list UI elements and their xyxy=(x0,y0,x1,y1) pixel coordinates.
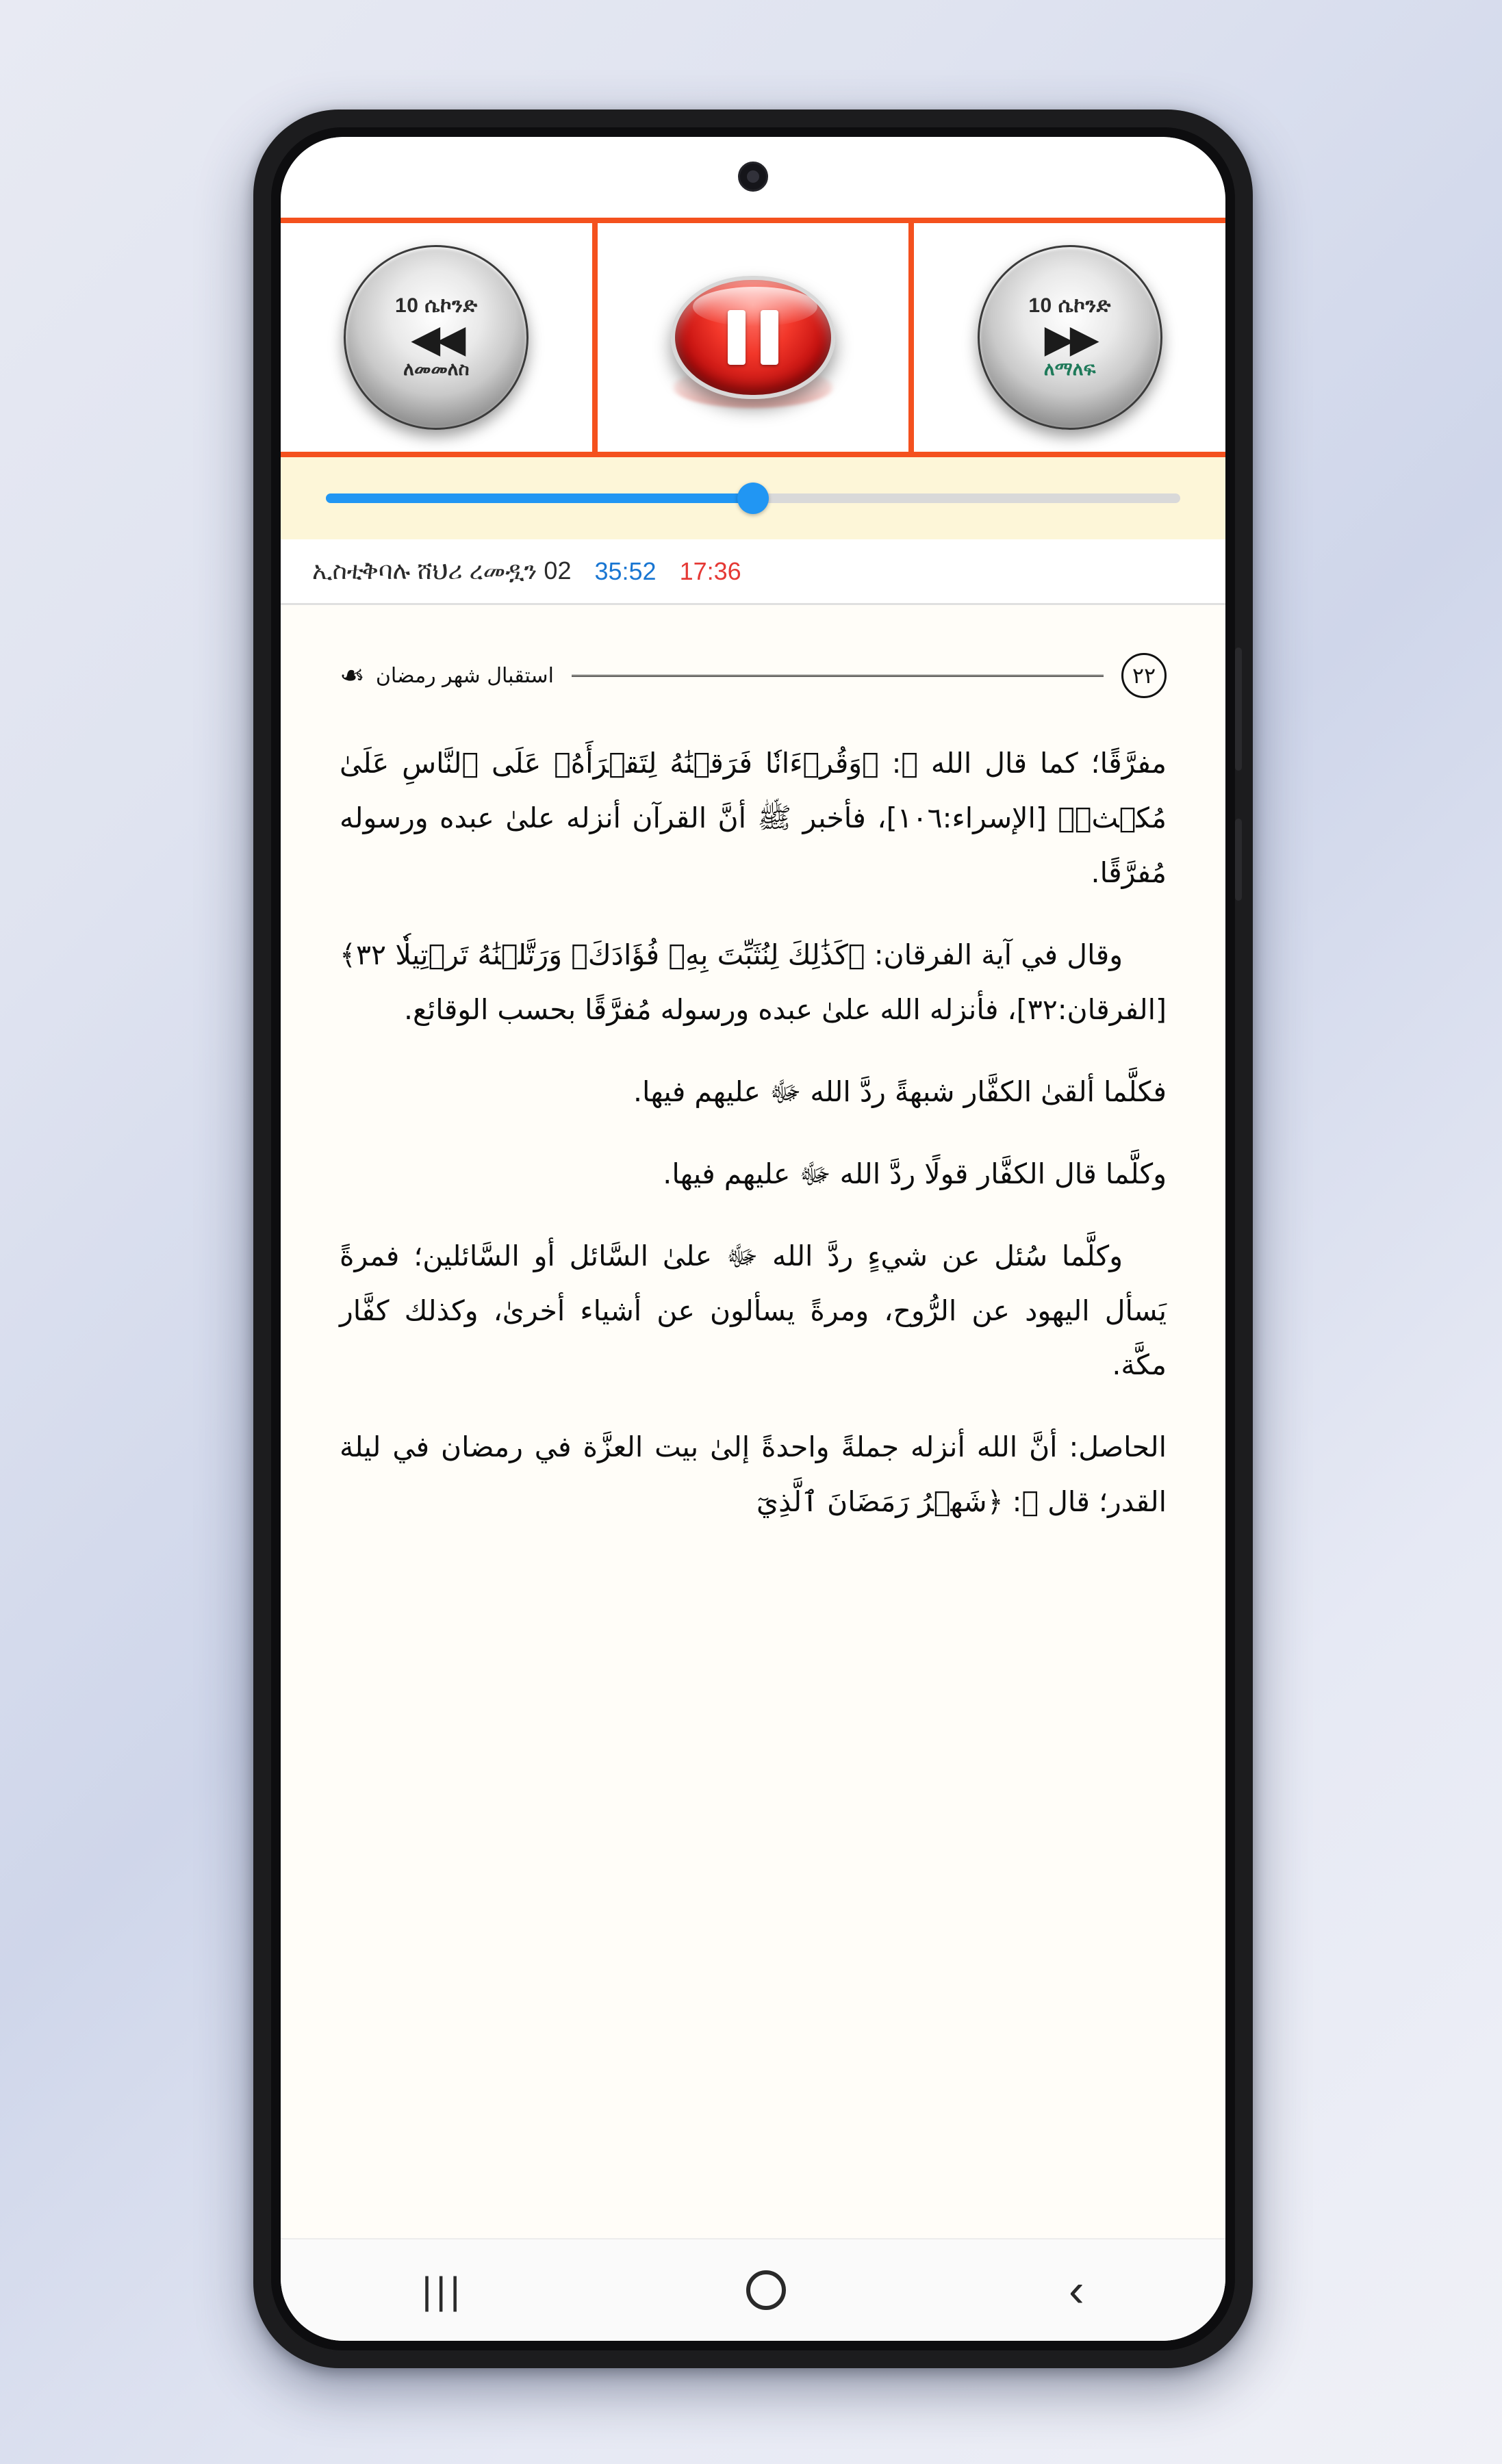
audio-book-app xyxy=(281,137,1225,2341)
front-camera-icon xyxy=(738,162,768,192)
forward-arrows-icon: ▶▶ xyxy=(1044,316,1095,360)
home-icon[interactable] xyxy=(746,2270,786,2310)
book-paragraph: مفرَّقًا؛ كما قال الله ﷻ: ﴿وَقُرۡءَانٗا فَرَقۡنَٰهُ لِتَقۡرَأَهُۥ عَلَى ٱلنَّاسِ عَلَىٰ مُكۡثٖ﴾ [الإسراء:١٠٦]، فأخبر ﷺ أنَّ القرآن أنزله علىٰ عبده ورسوله مُفرَّقًا. xyxy=(340,747,1167,889)
forward-bottom-label: ለማለፍ xyxy=(1043,359,1096,380)
play-pause-cell[interactable] xyxy=(598,223,909,452)
ornament-icon: ❧ xyxy=(340,658,365,693)
time-elapsed: 35:52 xyxy=(594,556,657,585)
pause-bar-right xyxy=(761,310,778,365)
pause-button[interactable] xyxy=(671,276,835,399)
book-page-view[interactable] xyxy=(281,605,1225,2238)
phone-frame xyxy=(253,110,1253,2368)
forward-10-seconds-button[interactable] xyxy=(908,223,1225,452)
header-rule-divider xyxy=(572,675,1104,677)
rewind-bottom-label: ለመመለስ xyxy=(403,359,470,380)
forward-top-label: 10 ሴኮንድ xyxy=(1028,294,1111,317)
book-page-header xyxy=(340,653,1167,698)
book-paragraph: وكلَّما قال الكفَّار قولًا ردَّ الله ﷻ عليهم فيها. xyxy=(663,1157,1167,1190)
phone-screen xyxy=(281,137,1225,2341)
recents-icon[interactable]: ||| xyxy=(422,2268,464,2312)
camera-lens-icon xyxy=(747,170,759,183)
android-navigation-bar xyxy=(281,2238,1225,2341)
rewind-arrows-icon: ◀◀ xyxy=(411,316,462,360)
forward-knob[interactable] xyxy=(978,245,1162,430)
book-paragraph: وقال في آية الفرقان: ﴿كَذَٰلِكَ لِنُثَبِّتَ بِهِۦ فُؤَادَكَۖ وَرَتَّلۡنَٰهُ تَرۡتِيلٗا ٣٢﴾ [الفرقان:٣٢]، فأنزله الله علىٰ عبده ورسوله مُفرَّقًا بحسب الوقائع. xyxy=(340,938,1167,1026)
book-paragraph: فكلَّما ألقىٰ الكفَّار شبهةً ردَّ الله ﷻ عليهم فيها. xyxy=(633,1075,1167,1108)
rewind-knob[interactable] xyxy=(344,245,529,430)
seek-bar-area[interactable] xyxy=(281,457,1225,539)
phone-bezel xyxy=(271,127,1235,2350)
power-button[interactable] xyxy=(1235,647,1242,771)
book-header-title: استقبال شهر رمضان xyxy=(375,663,554,688)
pause-bar-left xyxy=(728,310,746,365)
time-remaining: 17:36 xyxy=(679,556,741,585)
seek-track[interactable] xyxy=(326,493,1180,503)
track-title: ኢስቲቅባሉ ሸህሪ ረመዷን 02 xyxy=(312,556,572,585)
page-number: ٢٢ xyxy=(1121,653,1167,698)
rewind-top-label: 10 ሴኮንድ xyxy=(395,294,478,317)
book-paragraph: وكلَّما سُئل عن شيءٍ ردَّ الله ﷻ علىٰ السَّائل أو السَّائلين؛ فمرةً يَسأل اليهود عن الرُّوح، ومرةً يسألون عن أشياء أخرىٰ، وكذلك كفَّار مكَّة. xyxy=(340,1239,1167,1382)
book-paragraph-conclusion: الحاصل: أنَّ الله أنزله جملةً واحدةً إلىٰ بيت العزَّة في رمضان في ليلة القدر؛ قال ﷺ: ﴿شَهۡرُ رَمَضَانَ ٱلَّذِيٓ xyxy=(340,1430,1167,1519)
rewind-10-seconds-button[interactable] xyxy=(281,223,598,452)
track-info-row xyxy=(281,539,1225,605)
seek-thumb[interactable] xyxy=(737,483,769,514)
seek-progress xyxy=(326,493,753,503)
player-controls-bar xyxy=(281,218,1225,457)
back-icon[interactable]: ‹ xyxy=(1069,2264,1084,2316)
volume-button[interactable] xyxy=(1235,819,1242,901)
